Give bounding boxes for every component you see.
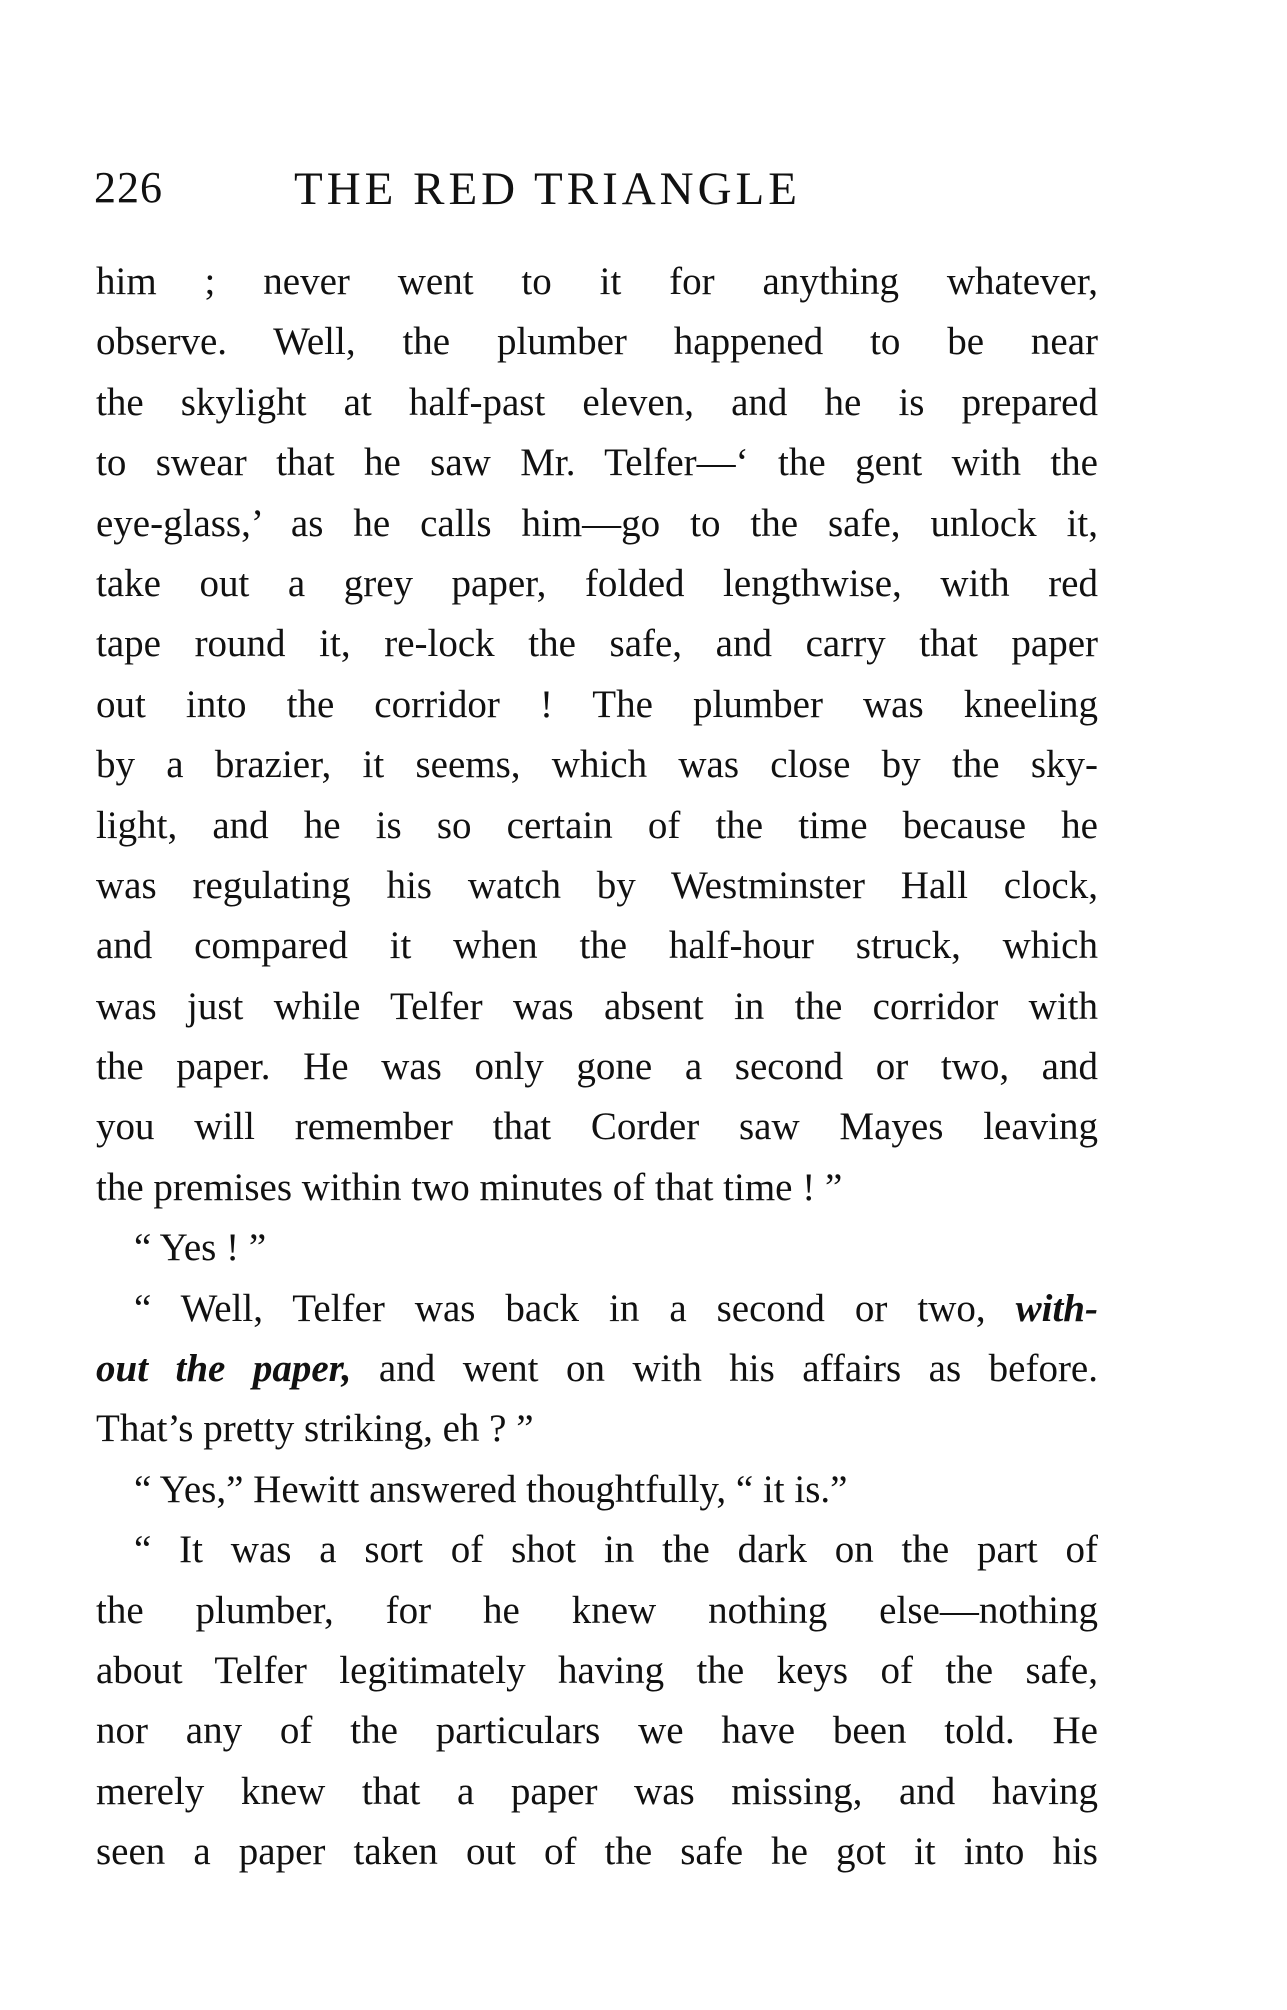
text-line: out into the corridor ! The plumber was kneeling <box>96 682 1098 726</box>
text-line: tape round it, re-lock the safe, and carry that paper <box>96 622 1098 666</box>
text-line: That’s pretty striking, eh ? ” <box>96 1407 534 1451</box>
text-line: the plumber, for he knew nothing else—nothing <box>96 1588 1098 1632</box>
text-line: about Telfer legitimately having the keys of the safe, <box>96 1648 1098 1692</box>
text-line: light, and he is so certain of the time because he <box>96 803 1098 847</box>
text-line: the skylight at half-past eleven, and he is prepared <box>96 380 1098 424</box>
italic-text: with- <box>1015 1286 1098 1330</box>
body-text <box>96 252 1098 1883</box>
text-line: “ It was a sort of shot in the dark on the part of <box>134 1528 1098 1572</box>
text-line: nor any of the particulars we have been told. He <box>96 1709 1098 1753</box>
text-line <box>96 1279 1098 1339</box>
text-line: you will remember that Corder saw Mayes leaving <box>96 1105 1098 1149</box>
running-head: THE RED TRIANGLE <box>294 163 801 215</box>
text-line: was just while Telfer was absent in the corridor with <box>96 984 1098 1028</box>
text-line: eye-glass,’ as he calls him—go to the safe, unlock it, <box>96 501 1098 545</box>
text-line: “ Yes,” Hewitt answered thoughtfully, “ it is.” <box>134 1467 848 1511</box>
text-line: the premises within two minutes of that time ! ” <box>96 1165 843 1209</box>
page-number: 226 <box>94 163 163 212</box>
text-line <box>96 1339 1098 1399</box>
text-run: “ Well, Telfer was back in a second or two, <box>134 1286 1016 1330</box>
text-line: “ Yes ! ” <box>134 1226 267 1270</box>
text-line: him ; never went to it for anything whatever, <box>96 260 1098 303</box>
text-line: seen a paper taken out of the safe he got it into his <box>96 1830 1098 1874</box>
page-header <box>94 162 1094 222</box>
text-line: observe. Well, the plumber happened to be near <box>96 320 1098 364</box>
text-line: was regulating his watch by Westminster Hall clock, <box>96 863 1098 907</box>
text-line: the paper. He was only gone a second or two, and <box>96 1045 1098 1089</box>
italic-text: out the paper, <box>96 1347 352 1391</box>
text-run: and went on with his affairs as before. <box>351 1347 1098 1391</box>
text-line: to swear that he saw Mr. Telfer—‘ the gent with the <box>96 441 1098 485</box>
text-line: by a brazier, it seems, which was close by the sky- <box>96 743 1098 787</box>
text-line: merely knew that a paper was missing, and having <box>96 1769 1098 1813</box>
text-line: and compared it when the half-hour struck, which <box>96 924 1098 968</box>
text-line: take out a grey paper, folded lengthwise, with red <box>96 561 1098 605</box>
